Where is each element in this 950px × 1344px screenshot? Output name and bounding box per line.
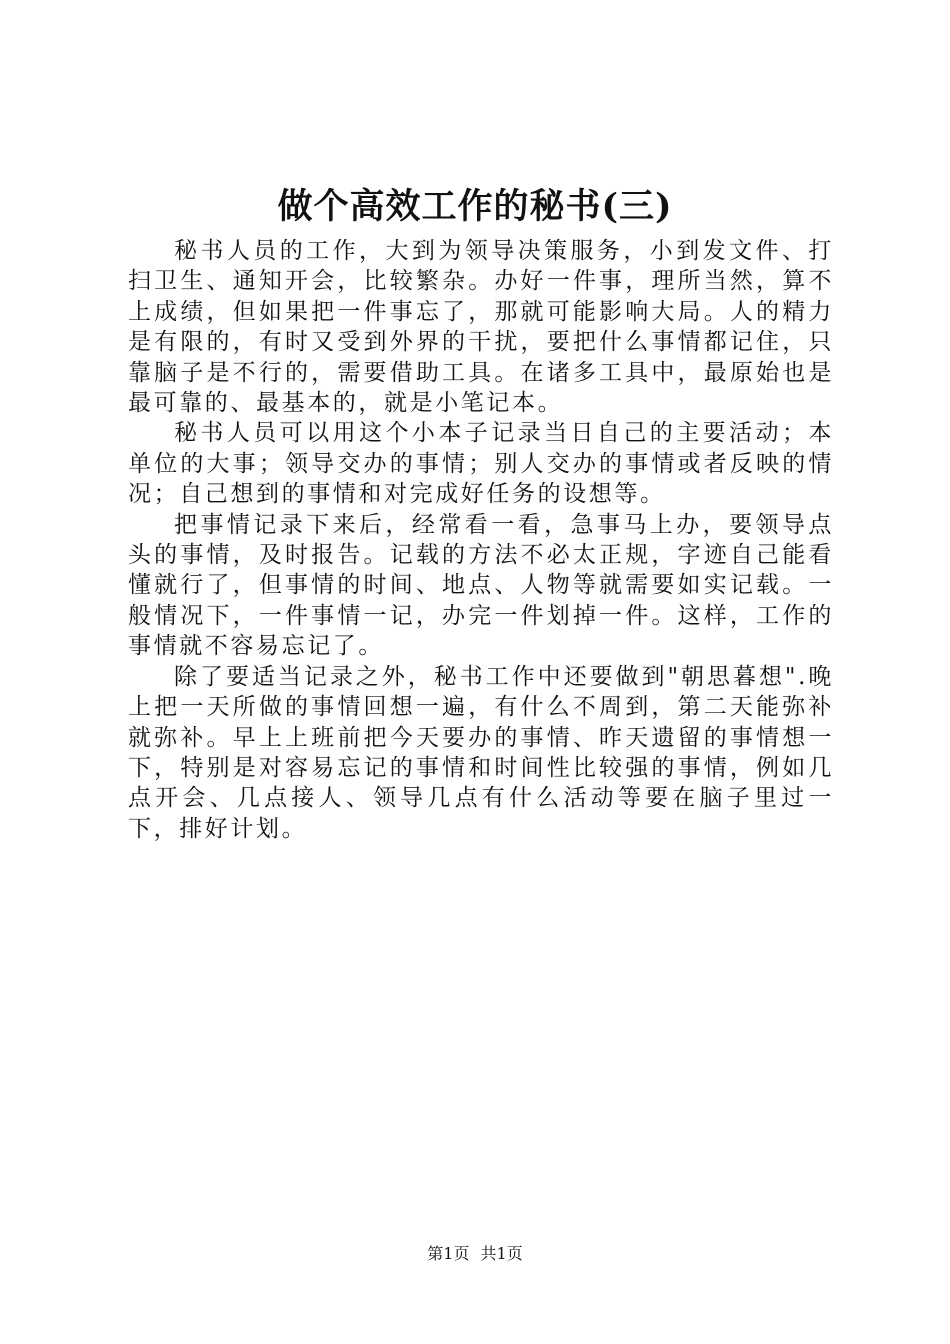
page-number: 第1页 (427, 1244, 470, 1263)
paragraph-2: 秘书人员可以用这个小本子记录当日自己的主要活动；本单位的大事；领导交办的事情；别人交办的事情或者反映的情况；自己想到的事情和对完成好任务的设想等。 (128, 420, 834, 508)
page-total: 共1页 (480, 1244, 523, 1263)
paragraph-1: 秘书人员的工作，大到为领导决策服务，小到发文件、打扫卫生、通知开会，比较繁杂。办好一件事，理所当然，算不上成绩，但如果把一件事忘了，那就可能影响大局。人的精力是有限的，有时又受到外界的干扰，要把什么事情都记住，只靠脑子是不行的，需要借助工具。在诸多工具中，最原始也是最可靠的、最基本的，就是小笔记本。 (128, 238, 834, 417)
page-footer (0, 1242, 950, 1266)
paragraph-3: 把事情记录下来后，经常看一看，急事马上办，要领导点头的事情，及时报告。记载的方法不必太正规，字迹自己能看懂就行了，但事情的时间、地点、人物等就需要如实记载。一般情况下，一件事情一记，办完一件划掉一件。这样，工作的事情就不容易忘记了。 (128, 511, 834, 660)
document-title: 做个高效工作的秘书(三) (277, 186, 673, 227)
paragraph-4: 除了要适当记录之外，秘书工作中还要做到"朝思暮想".晚上把一天所做的事情回想一遍，有什么不周到，第二天能弥补就弥补。早上上班前把今天要办的事情、昨天遗留的事情想一下，特别是对容易忘记的事情和时间性比较强的事情，例如几点开会、几点接人、领导几点有什么活动等要在脑子里过一下，排好计划。 (128, 663, 834, 842)
document-body (128, 236, 834, 844)
